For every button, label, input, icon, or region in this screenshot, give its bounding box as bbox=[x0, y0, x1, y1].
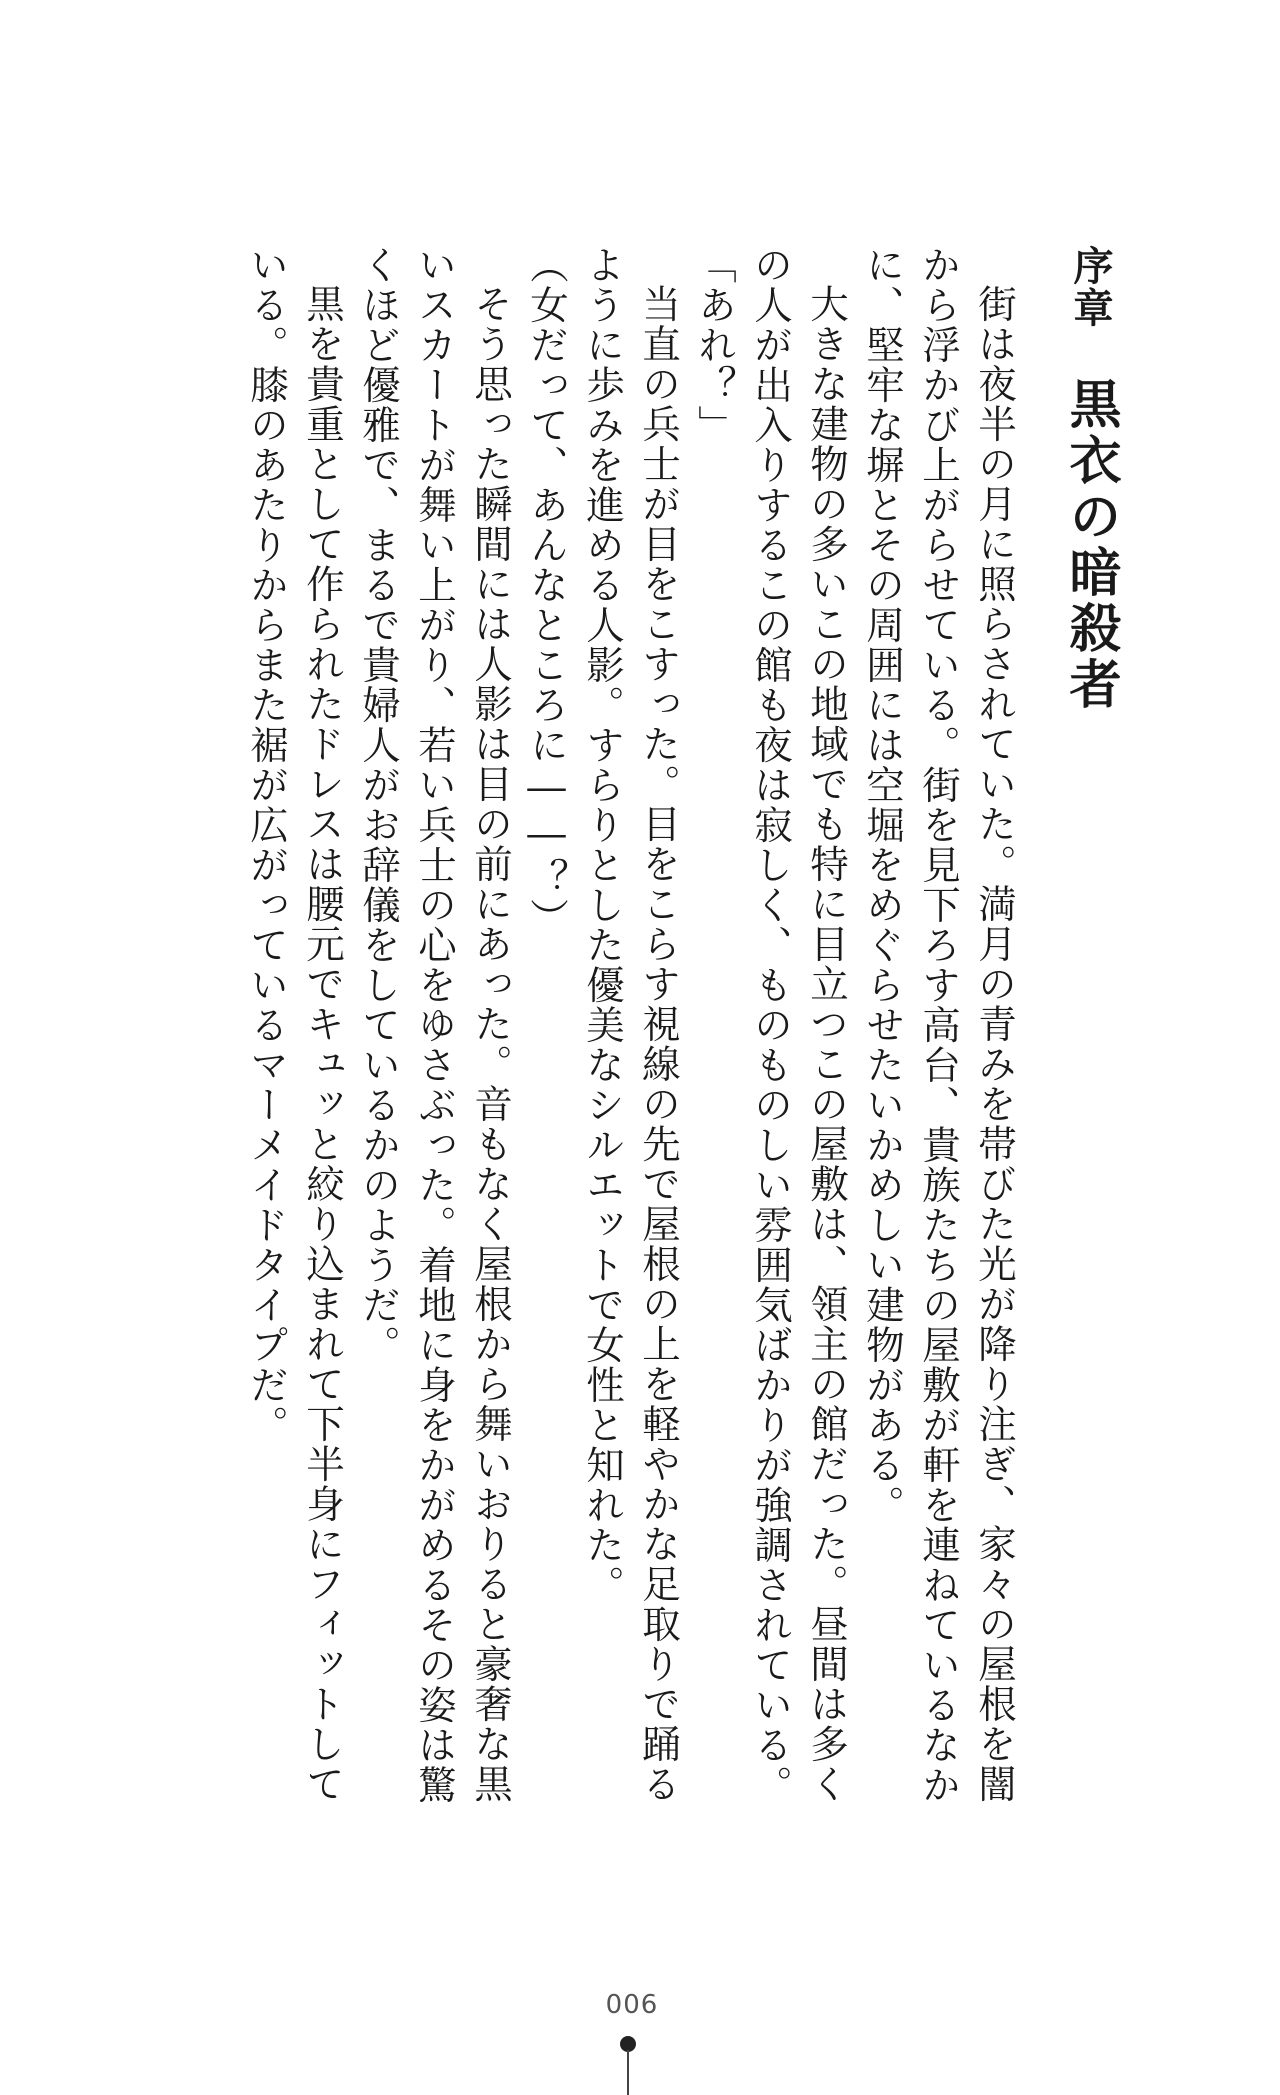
dialogue-line: 「あれ？」 bbox=[692, 245, 737, 445]
paragraph: 街は夜半の月に照らされていた。満月の青みを帯びた光が降り注ぎ、家々の屋根を闇から浮かび上がらせている。街を見下ろす高台、貴族たちの屋敷が軒を連ねているなかに、堅牢な塀とその周囲には空堀をめぐらせたいかめしい建物がある。 bbox=[860, 245, 1017, 1805]
paragraph: 黒を貴重として作られたドレスは腰元でキュッと絞り込まれて下半身にフィットしている。膝のあたりからまた裾が広がっているマーメイドタイプだ。 bbox=[244, 245, 345, 1804]
chapter-label: 序章 bbox=[1067, 245, 1114, 329]
paragraph: そう思った瞬間には人影は目の前にあった。音もなく屋根から舞いおりると豪奢な黒いスカートが舞い上がり、若い兵士の心をゆさぶった。着地に身をかがめるその姿は驚くほど優雅で、まるで貴婦人がお辞儀をしているかのようだ。 bbox=[356, 245, 513, 1805]
chapter-heading bbox=[1060, 245, 1120, 1805]
page-number: 006 bbox=[605, 1990, 659, 2020]
paragraph: 大きな建物の多いこの地域でも特に目立つこの屋敷は、領主の館だった。昼間は多くの人が出入りするこの館も夜は寂しく、ものものしい雰囲気ばかりが強調されている。 bbox=[748, 245, 849, 1805]
page-marker-line bbox=[627, 2050, 629, 2095]
paragraph: 当直の兵士が目をこすった。目をこらす視線の先で屋根の上を軽やかな足取りで踊るように歩みを進める人影。すらりとした優美なシルエットで女性と知れた。 bbox=[580, 245, 681, 1804]
inner-thought-line: （女だって、あんなところに――？） bbox=[524, 245, 569, 938]
chapter-title: 黒衣の暗殺者 bbox=[1060, 377, 1121, 713]
vertical-text-block bbox=[238, 245, 1120, 1805]
